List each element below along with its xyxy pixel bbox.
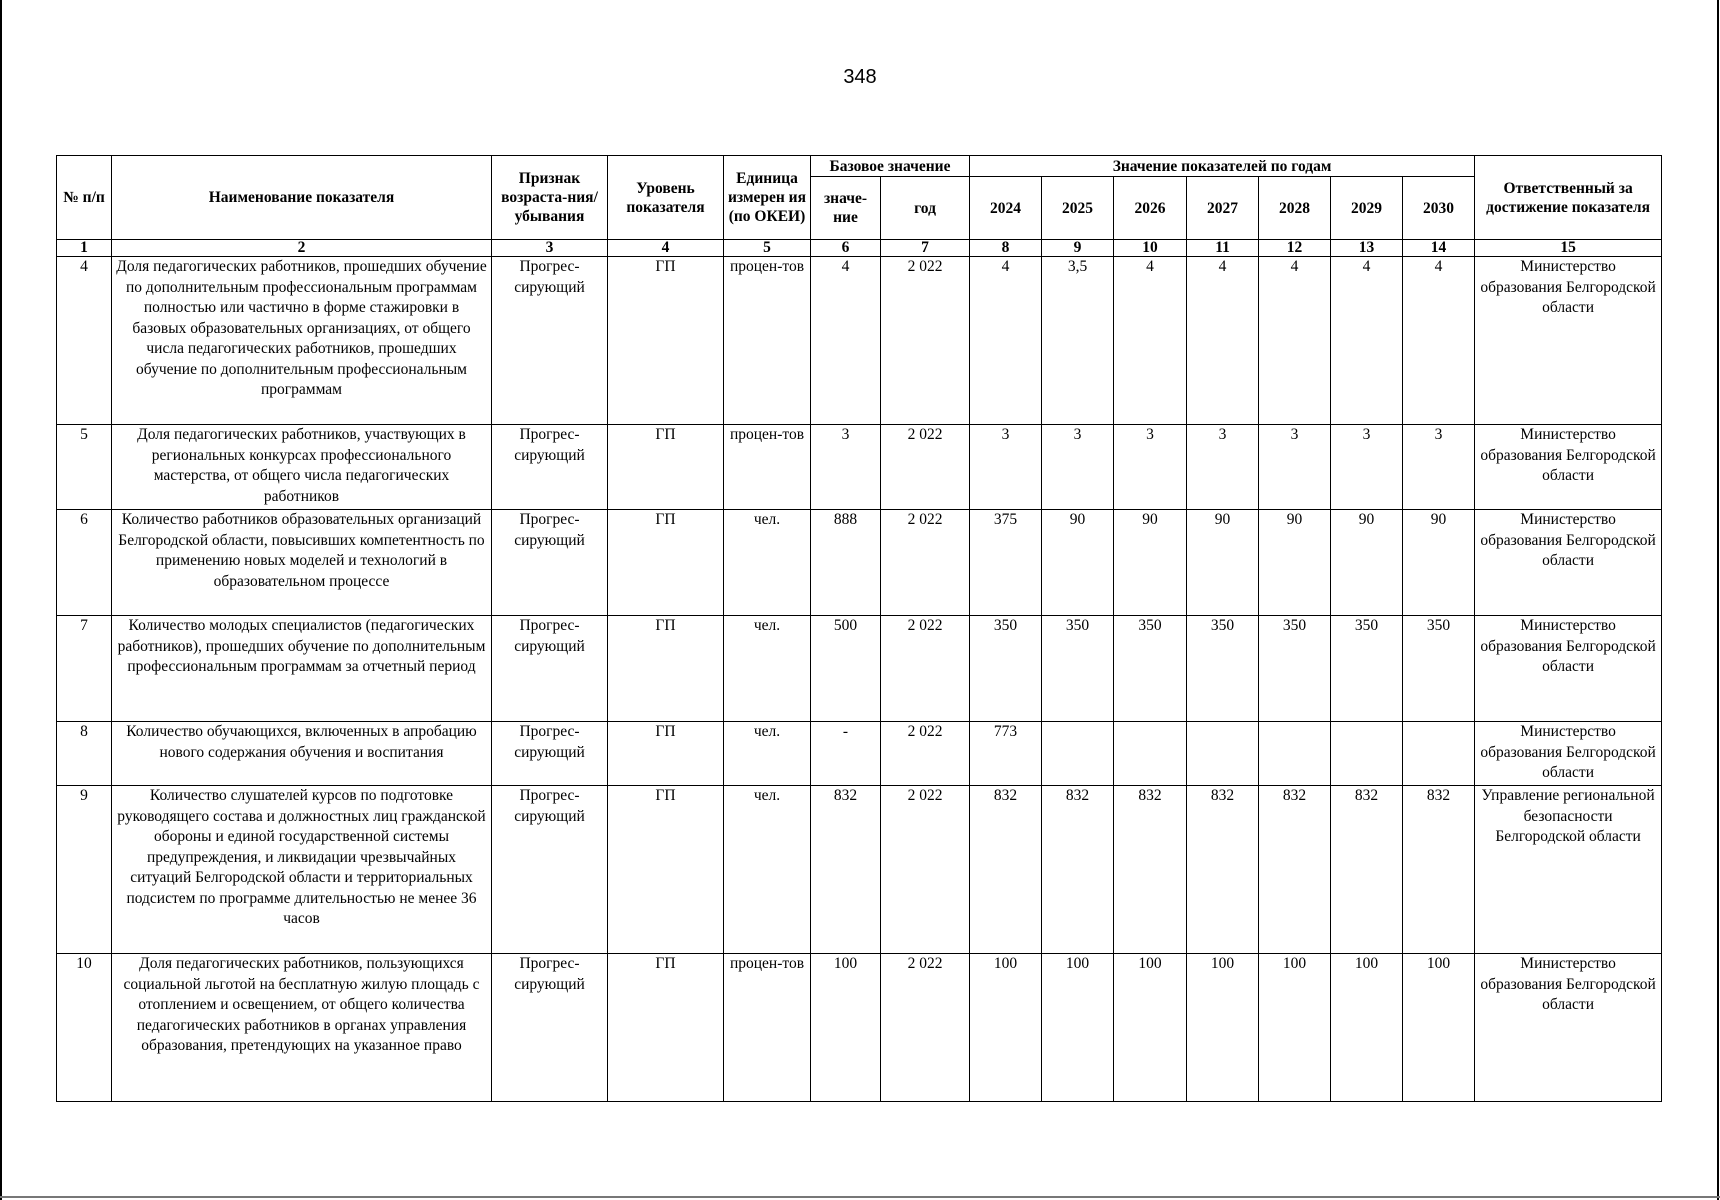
value-2027: 832: [1187, 786, 1259, 954]
value-2028: [1259, 722, 1331, 786]
table-row: [57, 616, 1662, 722]
base-value: 500: [811, 616, 881, 722]
value-2026: 3: [1114, 425, 1187, 510]
indicator-name: Количество молодых специалистов (педагогических работников), прошедших обучение по дополнительным профессиональным программам за отчетный период: [112, 616, 492, 722]
column-number: 1: [57, 240, 112, 257]
value-2024: 3: [970, 425, 1042, 510]
value-2024: 375: [970, 510, 1042, 616]
indicators-table: [56, 155, 1662, 1102]
header-year: 2028: [1259, 177, 1331, 240]
base-year: 2 022: [881, 257, 970, 425]
value-2026: 350: [1114, 616, 1187, 722]
column-number: 11: [1187, 240, 1259, 257]
value-2028: 350: [1259, 616, 1331, 722]
column-number: 7: [881, 240, 970, 257]
responsible: Министерство образования Белгородской области: [1475, 510, 1662, 616]
scan-edge-left: [0, 0, 2, 1200]
header-name: Наименование показателя: [112, 156, 492, 240]
indicator-sign: Прогрес-сирующий: [492, 510, 608, 616]
indicator-sign: Прогрес-сирующий: [492, 616, 608, 722]
value-2027: 350: [1187, 616, 1259, 722]
header-base-value: значе-ние: [811, 177, 881, 240]
column-number: 5: [724, 240, 811, 257]
value-2028: 3: [1259, 425, 1331, 510]
header-year: 2029: [1331, 177, 1403, 240]
responsible: Министерство образования Белгородской области: [1475, 425, 1662, 510]
base-year: 2 022: [881, 786, 970, 954]
value-2026: 832: [1114, 786, 1187, 954]
table-row: [57, 425, 1662, 510]
base-year: 2 022: [881, 954, 970, 1102]
table-row: [57, 510, 1662, 616]
header-years-group: Значение показателей по годам: [970, 156, 1475, 177]
indicator-unit: чел.: [724, 510, 811, 616]
row-num: 4: [57, 257, 112, 425]
value-2028: 90: [1259, 510, 1331, 616]
table-row: [57, 722, 1662, 786]
indicator-unit: процен-тов: [724, 425, 811, 510]
indicator-name: Доля педагогических работников, пользующихся социальной льготой на бесплатную жилую площадь с отоплением и освещением, от общего количества педагогических работников в органах управления образования, претендующих на указанное право: [112, 954, 492, 1102]
value-2025: 3: [1042, 425, 1114, 510]
indicator-sign: Прогрес-сирующий: [492, 722, 608, 786]
base-value: -: [811, 722, 881, 786]
value-2030: 350: [1403, 616, 1475, 722]
header-year: 2027: [1187, 177, 1259, 240]
value-2025: 350: [1042, 616, 1114, 722]
column-number: 6: [811, 240, 881, 257]
column-number: 9: [1042, 240, 1114, 257]
value-2029: [1331, 722, 1403, 786]
value-2027: 4: [1187, 257, 1259, 425]
indicator-name: Доля педагогических работников, участвующих в региональных конкурсах профессионального мастерства, от общего числа педагогических работников: [112, 425, 492, 510]
header-year: 2024: [970, 177, 1042, 240]
responsible: Министерство образования Белгородской области: [1475, 722, 1662, 786]
header-responsible: Ответственный за достижение показателя: [1475, 156, 1662, 240]
responsible: Министерство образования Белгородской области: [1475, 257, 1662, 425]
indicator-level: ГП: [608, 616, 724, 722]
responsible: Управление региональной безопасности Белгородской области: [1475, 786, 1662, 954]
value-2027: [1187, 722, 1259, 786]
value-2030: 832: [1403, 786, 1475, 954]
value-2026: 4: [1114, 257, 1187, 425]
header-year: 2025: [1042, 177, 1114, 240]
indicator-unit: чел.: [724, 722, 811, 786]
column-number: 4: [608, 240, 724, 257]
indicator-level: ГП: [608, 425, 724, 510]
value-2029: 350: [1331, 616, 1403, 722]
value-2028: 100: [1259, 954, 1331, 1102]
indicator-sign: Прогрес-сирующий: [492, 425, 608, 510]
row-num: 9: [57, 786, 112, 954]
value-2029: 4: [1331, 257, 1403, 425]
column-number: 12: [1259, 240, 1331, 257]
header-base-group: Базовое значение: [811, 156, 970, 177]
indicator-unit: процен-тов: [724, 954, 811, 1102]
base-value: 888: [811, 510, 881, 616]
base-year: 2 022: [881, 425, 970, 510]
column-number: 14: [1403, 240, 1475, 257]
scan-edge-bottom: [0, 1196, 1720, 1198]
indicator-level: ГП: [608, 257, 724, 425]
column-number: 13: [1331, 240, 1403, 257]
header-unit: Единица измерен ия (по ОКЕИ): [724, 156, 811, 240]
value-2025: 832: [1042, 786, 1114, 954]
header-base-year: год: [881, 177, 970, 240]
value-2026: 90: [1114, 510, 1187, 616]
base-value: 4: [811, 257, 881, 425]
indicator-level: ГП: [608, 954, 724, 1102]
indicator-level: ГП: [608, 786, 724, 954]
row-num: 7: [57, 616, 112, 722]
value-2030: [1403, 722, 1475, 786]
page-number: 348: [843, 66, 877, 88]
value-2024: 4: [970, 257, 1042, 425]
value-2030: 4: [1403, 257, 1475, 425]
header-year: 2026: [1114, 177, 1187, 240]
value-2025: 3,5: [1042, 257, 1114, 425]
column-number: 3: [492, 240, 608, 257]
indicator-sign: Прогрес-сирующий: [492, 786, 608, 954]
value-2025: 90: [1042, 510, 1114, 616]
value-2029: 3: [1331, 425, 1403, 510]
value-2028: 4: [1259, 257, 1331, 425]
indicator-sign: Прогрес-сирующий: [492, 954, 608, 1102]
responsible: Министерство образования Белгородской области: [1475, 616, 1662, 722]
value-2028: 832: [1259, 786, 1331, 954]
value-2024: 832: [970, 786, 1042, 954]
header-level: Уровень показателя: [608, 156, 724, 240]
base-year: 2 022: [881, 616, 970, 722]
value-2025: 100: [1042, 954, 1114, 1102]
value-2026: [1114, 722, 1187, 786]
value-2029: 90: [1331, 510, 1403, 616]
responsible: Министерство образования Белгородской области: [1475, 954, 1662, 1102]
value-2030: 100: [1403, 954, 1475, 1102]
header-sign: Признак возраста-ния/ убывания: [492, 156, 608, 240]
value-2029: 832: [1331, 786, 1403, 954]
row-num: 6: [57, 510, 112, 616]
table-row: [57, 786, 1662, 954]
column-number: 15: [1475, 240, 1662, 257]
base-value: 832: [811, 786, 881, 954]
indicator-unit: чел.: [724, 616, 811, 722]
indicator-name: Количество обучающихся, включенных в апробацию нового содержания обучения и воспитания: [112, 722, 492, 786]
base-year: 2 022: [881, 722, 970, 786]
scan-edge-right: [1717, 0, 1719, 1200]
column-number: 2: [112, 240, 492, 257]
row-num: 10: [57, 954, 112, 1102]
indicator-sign: Прогрес-сирующий: [492, 257, 608, 425]
value-2024: 773: [970, 722, 1042, 786]
column-numbers-row: [57, 240, 1662, 257]
value-2030: 90: [1403, 510, 1475, 616]
indicator-name: Доля педагогических работников, прошедших обучение по дополнительным профессиональным программам полностью или частично в форме стажировки в базовых образовательных организациях, от общего числа педагогических работников, прошедших обучение по дополнительным профессиональным программам: [112, 257, 492, 425]
value-2026: 100: [1114, 954, 1187, 1102]
header-year: 2030: [1403, 177, 1475, 240]
row-num: 5: [57, 425, 112, 510]
column-number: 10: [1114, 240, 1187, 257]
table-row: [57, 257, 1662, 425]
indicator-name: Количество слушателей курсов по подготовке руководящего состава и должностных лиц гражданской обороны и единой государственной системы предупреждения, и ликвидации чрезвычайных ситуаций Белгородской области и территориальных подсистем по программе длительностью не менее 36 часов: [112, 786, 492, 954]
indicator-level: ГП: [608, 722, 724, 786]
table-row: [57, 954, 1662, 1102]
value-2027: 100: [1187, 954, 1259, 1102]
column-number: 8: [970, 240, 1042, 257]
header-num: № п/п: [57, 156, 112, 240]
value-2027: 3: [1187, 425, 1259, 510]
indicator-level: ГП: [608, 510, 724, 616]
value-2029: 100: [1331, 954, 1403, 1102]
row-num: 8: [57, 722, 112, 786]
value-2024: 350: [970, 616, 1042, 722]
base-year: 2 022: [881, 510, 970, 616]
value-2025: [1042, 722, 1114, 786]
indicator-unit: процен-тов: [724, 257, 811, 425]
base-value: 3: [811, 425, 881, 510]
indicator-name: Количество работников образовательных организаций Белгородской области, повысивших компетентность по применению новых моделей и технологий в образовательном процессе: [112, 510, 492, 616]
indicator-unit: чел.: [724, 786, 811, 954]
value-2024: 100: [970, 954, 1042, 1102]
value-2027: 90: [1187, 510, 1259, 616]
value-2030: 3: [1403, 425, 1475, 510]
base-value: 100: [811, 954, 881, 1102]
